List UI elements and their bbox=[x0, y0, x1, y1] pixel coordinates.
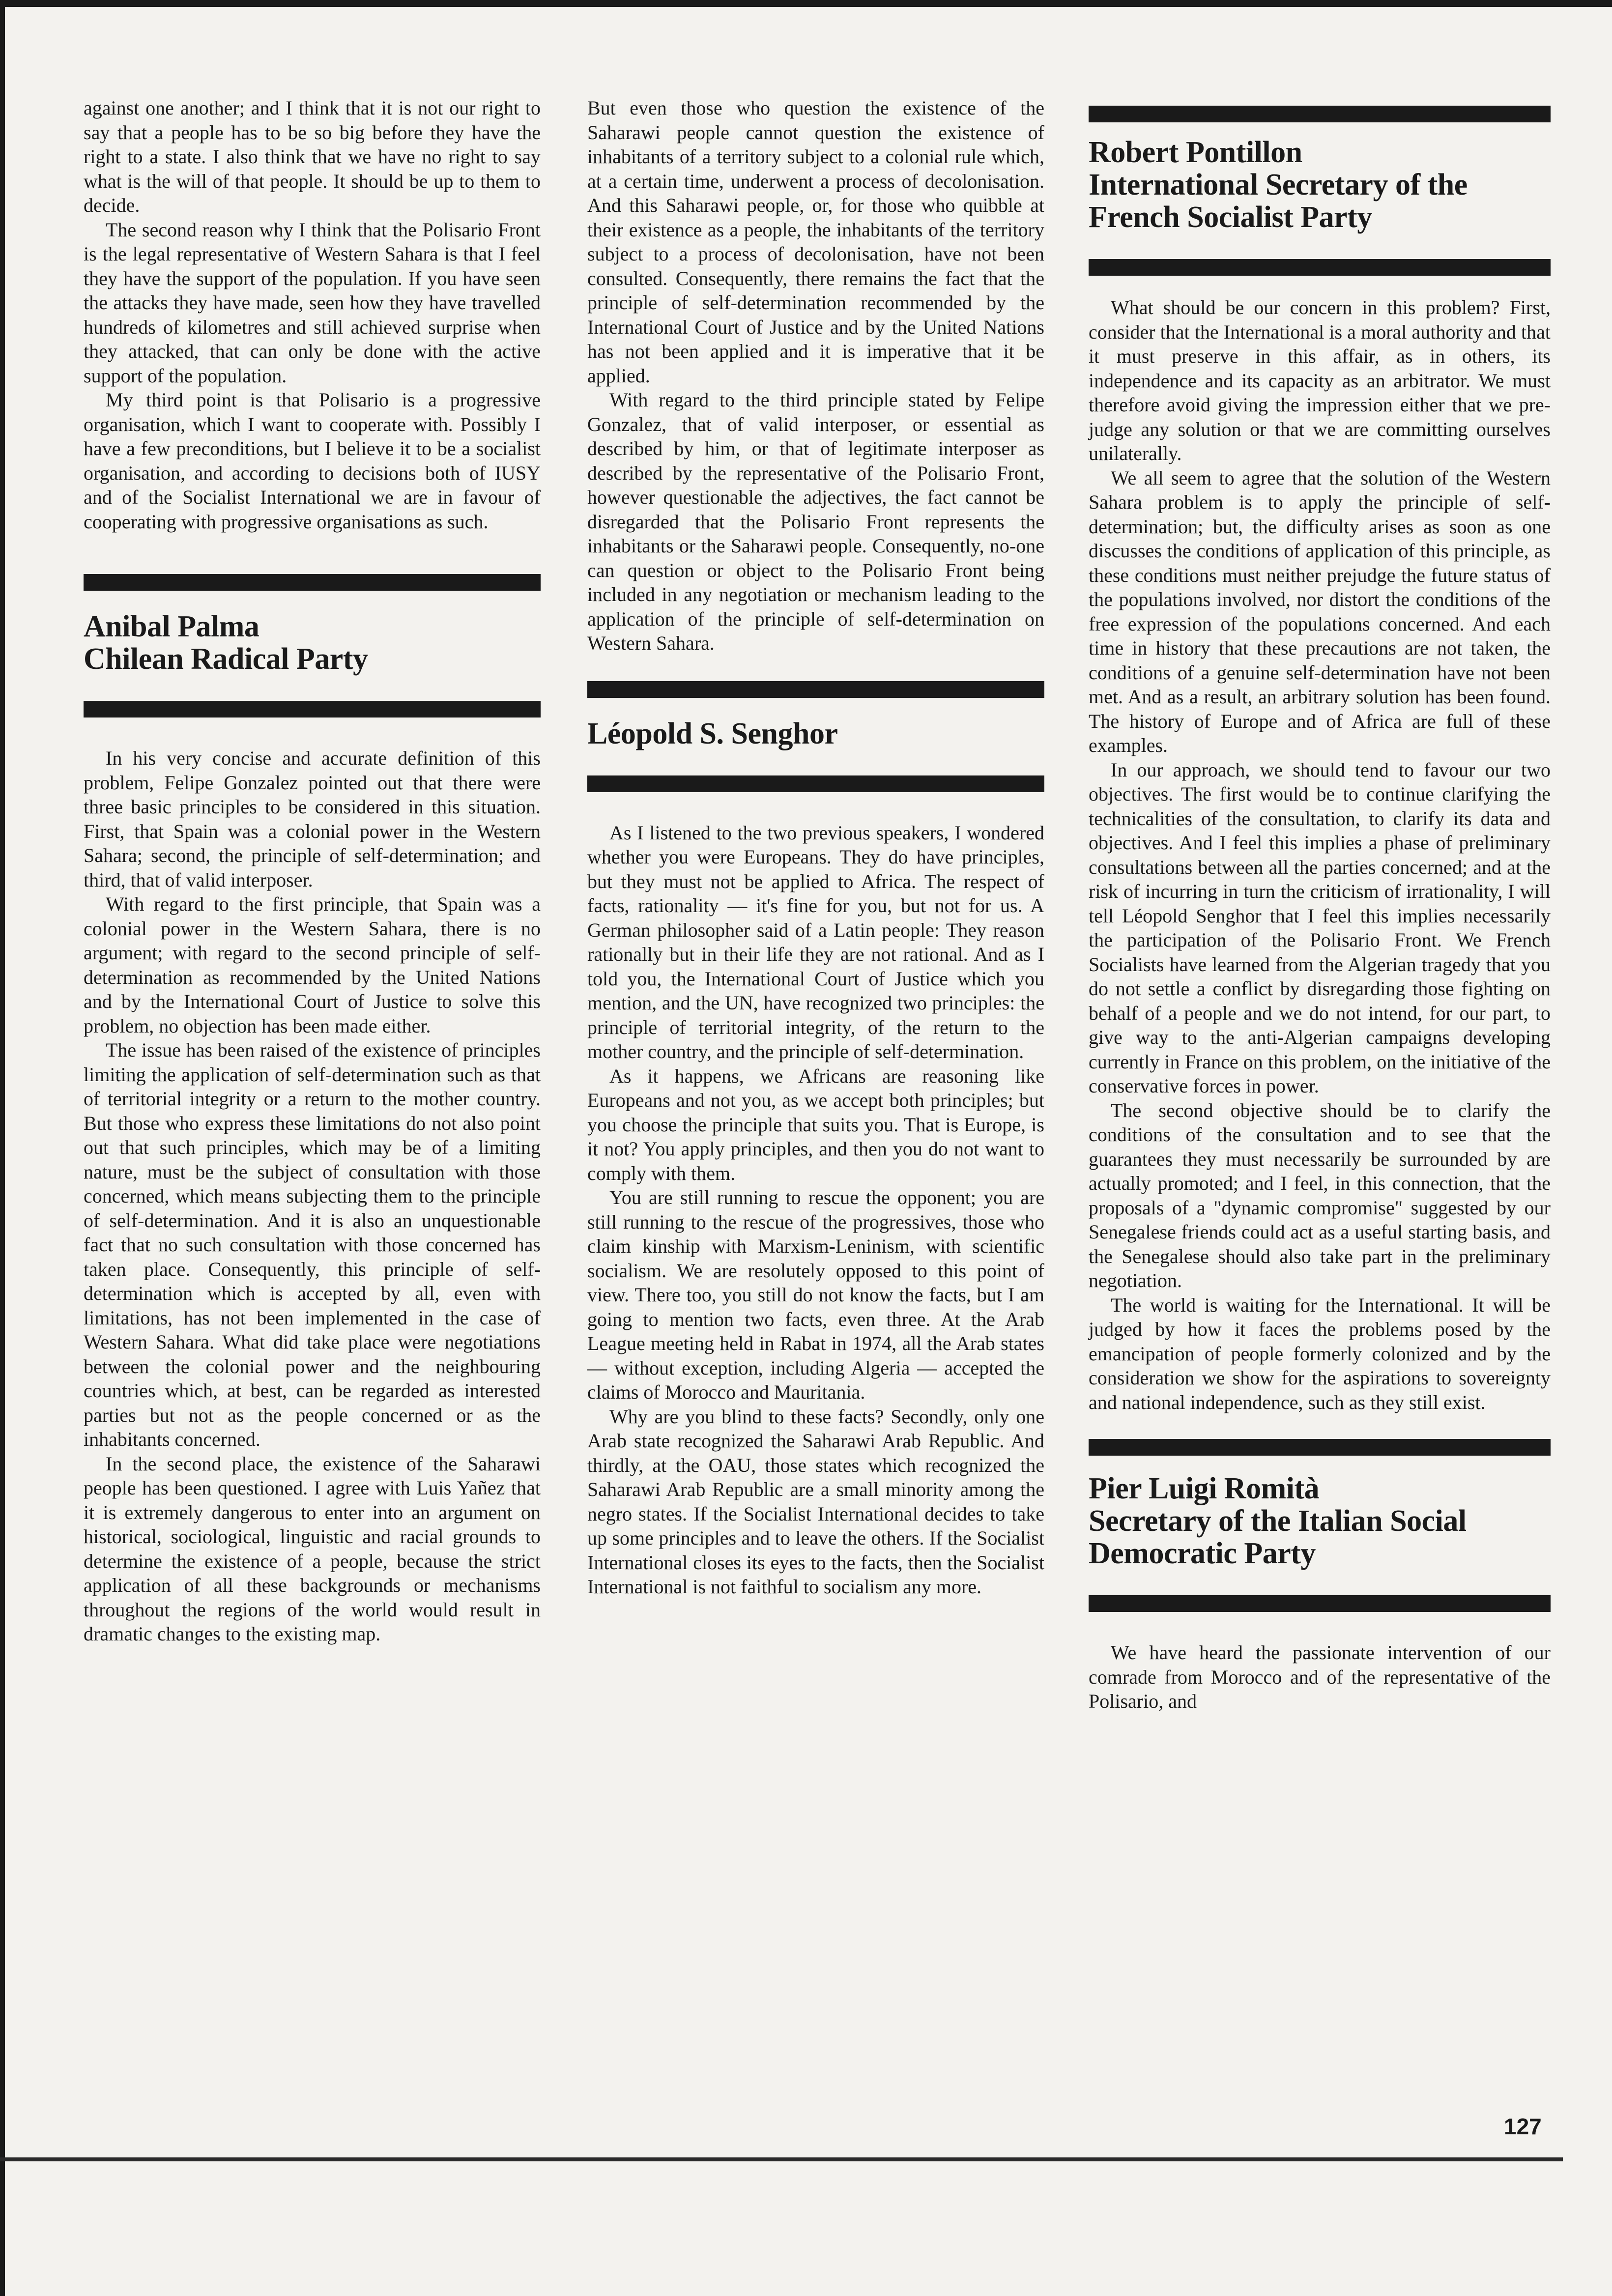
section-heading bbox=[84, 610, 541, 675]
page-border-left bbox=[0, 0, 5, 2296]
paragraph: As it happens, we Africans are reasoning like Europeans and not you, as we accept both principles; but you choose the principle that suits you. That is Europe, is it not? You apply principles, and then you do not want to comply with them. bbox=[587, 1064, 1044, 1184]
speaker-title: Secretary of the Italian Social bbox=[1089, 1504, 1467, 1538]
paragraph: The world is waiting for the International. It will be judged by how it faces the problems posed by the emancipation of people formerly colonized and by the consideration we show for the aspirations to sovereignty and national independence, such as they still exist. bbox=[1089, 1293, 1551, 1413]
section-rule bbox=[587, 775, 1044, 792]
paragraph: We all seem to agree that the solution of the Western Sahara problem is to apply the principle of self-determination; but, the difficulty arises as soon as one discusses the conditions of application of this principle, as these conditions must neither prejudge the future status of the populations involved, nor distort the conditions of the free expression of the populations concerned. And each time in history that these precautions are not taken, the conditions of a genuine self-determination have not been met. And as a result, an arbitrary solution has been found. The history of Europe and of Africa are full of these examples. bbox=[1089, 466, 1551, 756]
section-rule bbox=[1089, 106, 1551, 122]
section-romita bbox=[1089, 1439, 1551, 1714]
paragraph: We have heard the passionate intervention of our comrade from Morocco and of the representative of the Polisario, and bbox=[1089, 1641, 1551, 1712]
paragraph: With regard to the third principle stated by Felipe Gonzalez, that of valid interposer, or essential as described by him, or that of legitimate interposer as described by the representative of the Polisario Front, however questionable the adjectives, the fact cannot be disregarded that the Polisario Front represents the inhabitants or the Saharawi people. Consequently, no-one can question or object to the Polisario Front being included in any negotiation or mechanism leading to the application of the principle of self-determination on Western Sahara. bbox=[587, 389, 1044, 654]
speaker-affiliation: Chilean Radical Party bbox=[84, 642, 368, 676]
section-rule bbox=[587, 681, 1044, 698]
column-3 bbox=[1089, 106, 1551, 1714]
paragraph: My third point is that Polisario is a progressive organisation, which I want to cooperate with. Possibly I have a few preconditions, but I believe it to be a socialist organisation, and according to decisions both of IUSY and of the Socialist International we are in favour of cooperating with progressive organisations as such. bbox=[84, 389, 541, 533]
column-1 bbox=[84, 96, 541, 1646]
section-heading bbox=[1089, 136, 1551, 233]
paragraph: What should be our concern in this problem? First, consider that the International is a moral authority and that it must preserve in this affair, as in others, its independence and its capacity as an arbitrator. We must therefore avoid giving the impression either that we pre-judge any solution or that we are committing ourselves unilaterally. bbox=[1089, 296, 1551, 464]
section-heading bbox=[587, 718, 1044, 750]
section-heading bbox=[1089, 1472, 1551, 1570]
page-number: 127 bbox=[1504, 2114, 1542, 2139]
section-senghor bbox=[587, 681, 1044, 1599]
paragraph: With regard to the first principle, that Spain was a colonial power in the Western Sahara, there is no argument; with regard to the second principle of self-determination as recommended by the United Nations and by the International Court of Justice to solve this problem, no objection has been made either. bbox=[84, 893, 541, 1037]
column-2 bbox=[587, 96, 1044, 1599]
speaker-title: Democratic Party bbox=[1089, 1537, 1316, 1570]
paragraph: The issue has been raised of the existence of principles limiting the application of self-determination such as that of territorial integrity or a return to the mother country. But those who express these limitations do not also point out that such principles, which may be of a limiting nature, must be the subject of consultation with those concerned, which means subjecting them to the principle of self-determination. And it is also an unquestionable fact that no such consultation with those concerned has taken place. Consequently, this principle of self-determination which is accepted by all, even with limitations, has not been implemented in the case of Western Sahara. What did take place were negotiations between the colonial power and the neighbouring countries which, at best, can be regarded as interested parties but not as the people concerned or as the inhabitants concerned. bbox=[84, 1039, 541, 1450]
page-border-bottom bbox=[0, 2157, 1563, 2161]
paragraph: In the second place, the existence of the Saharawi people has been questioned. I agree with Luis Yañez that it is extremely dangerous to enter into an argument on historical, sociological, linguistic and racial grounds to determine the existence of a people, because the strict application of all these backgrounds or mechanisms throughout the regions of the world would result in dramatic changes to the existing map. bbox=[84, 1452, 541, 1645]
paragraph: The second objective should be to clarify the conditions of the consultation and to see that the guarantees they must necessarily be surrounded by are actually promoted; and I feel, in this connection, that the proposals of a "dynamic compromise" suggested by our Senegalese friends could act as a useful starting basis, and the Senegalese should also take part in the preliminary negotiation. bbox=[1089, 1099, 1551, 1292]
section-rule bbox=[84, 701, 541, 718]
paragraph: But even those who question the existence of the Saharawi people cannot question the existence of inhabitants of a territory subject to a colonial rule which, at a certain time, underwent a process of decolonisation. And this Saharawi people, or, for those who quibble at their existence as a people, the inhabitants of the territory subject to a process of decolonisation, have not been consulted. Consequently, there remains the fact that the principle of self-determination recommended by the International Court of Justice and by the United Nations has not been applied and it is imperative that it be applied. bbox=[587, 97, 1044, 387]
section-rule bbox=[1089, 1595, 1551, 1612]
section-rule bbox=[84, 574, 541, 591]
paragraph: The second reason why I think that the Polisario Front is the legal representative of Western Sahara is that I feel they have the support of the population. If you have seen the attacks they have made, seen how they have travelled hundreds of kilometres and still achieved surprise when they attacked, that can only be done with the active support of the population. bbox=[84, 218, 541, 387]
paragraph: against one another; and I think that it is not our right to say that a people has to be so big before they have the right to a state. I also think that we have no right to say what is the will of that people. It should be up to them to decide. bbox=[84, 97, 541, 216]
paragraph: You are still running to rescue the opponent; you are still running to the rescue of the progressives, those who claim kinship with Marxism-Leninism, with scientific socialism. We are resolutely opposed to this point of view. There too, you still do not know the facts, but I am going to mention two facts, even three. At the Arab League meeting held in Rabat in 1974, all the Arab states — without exception, including Algeria — accepted the claims of Morocco and Mauritania. bbox=[587, 1186, 1044, 1403]
page-border-top bbox=[0, 0, 1612, 7]
paragraph: Why are you blind to these facts? Secondly, only one Arab state recognized the Saharawi Arab Republic. And thirdly, at the OAU, those states which recognized the Saharawi Arab Republic are a small minority among the negro states. If the Socialist International decides to take up some principles and to leave the others. If the Socialist International closes its eyes to the facts, then the Socialist International is not faithful to socialism any more. bbox=[587, 1405, 1044, 1598]
paragraph: In his very concise and accurate definition of this problem, Felipe Gonzalez pointed out that there were three basic principles to be considered in this situation. First, that Spain was a colonial power in the Western Sahara; second, the principle of self-determination; and third, that of valid interposer. bbox=[84, 747, 541, 891]
paragraph: As I listened to the two previous speakers, I wondered whether you were Europeans. They do have principles, but they must not be applied to Africa. The respect of facts, rationality — it's fine for you, but not for us. A German philosopher said of a Latin people: They reason rationally but in their life they are not rational. And as I told you, the International Court of Justice which you mention, and the UN, have recognized two principles: the principle of territorial integrity, of the return to the mother country, and the principle of self-determination. bbox=[587, 821, 1044, 1062]
speaker-name: Pier Luigi Romità bbox=[1089, 1472, 1320, 1505]
speaker-title: French Socialist Party bbox=[1089, 201, 1372, 234]
section-rule bbox=[1089, 1439, 1551, 1456]
section-rule bbox=[1089, 259, 1551, 276]
speaker-name: Léopold S. Senghor bbox=[587, 717, 838, 750]
section-palma bbox=[84, 574, 541, 1646]
paragraph: In our approach, we should tend to favour our two objectives. The first would be to continue clarifying the technicalities of the consultation, to clarify its data and objectives. And I feel this implies a phase of preliminary consultations between all the parties concerned; and at the risk of incurring in turn the criticism of irrationality, I will tell Léopold Senghor that I feel this implies necessarily the participation of the Polisario Front. We French Socialists have learned from the Algerian tragedy that you do not settle a conflict by disregarding those fighting on behalf of a people and we do not intend, for our part, to give way to the anti-Algerian campaigns developing currently in France on this problem, on the initiative of the conservative forces in power. bbox=[1089, 758, 1551, 1097]
speaker-title: International Secretary of the bbox=[1089, 168, 1468, 201]
section-pontillon bbox=[1089, 106, 1551, 1414]
speaker-name: Robert Pontillon bbox=[1089, 136, 1302, 169]
speaker-name: Anibal Palma bbox=[84, 610, 259, 643]
